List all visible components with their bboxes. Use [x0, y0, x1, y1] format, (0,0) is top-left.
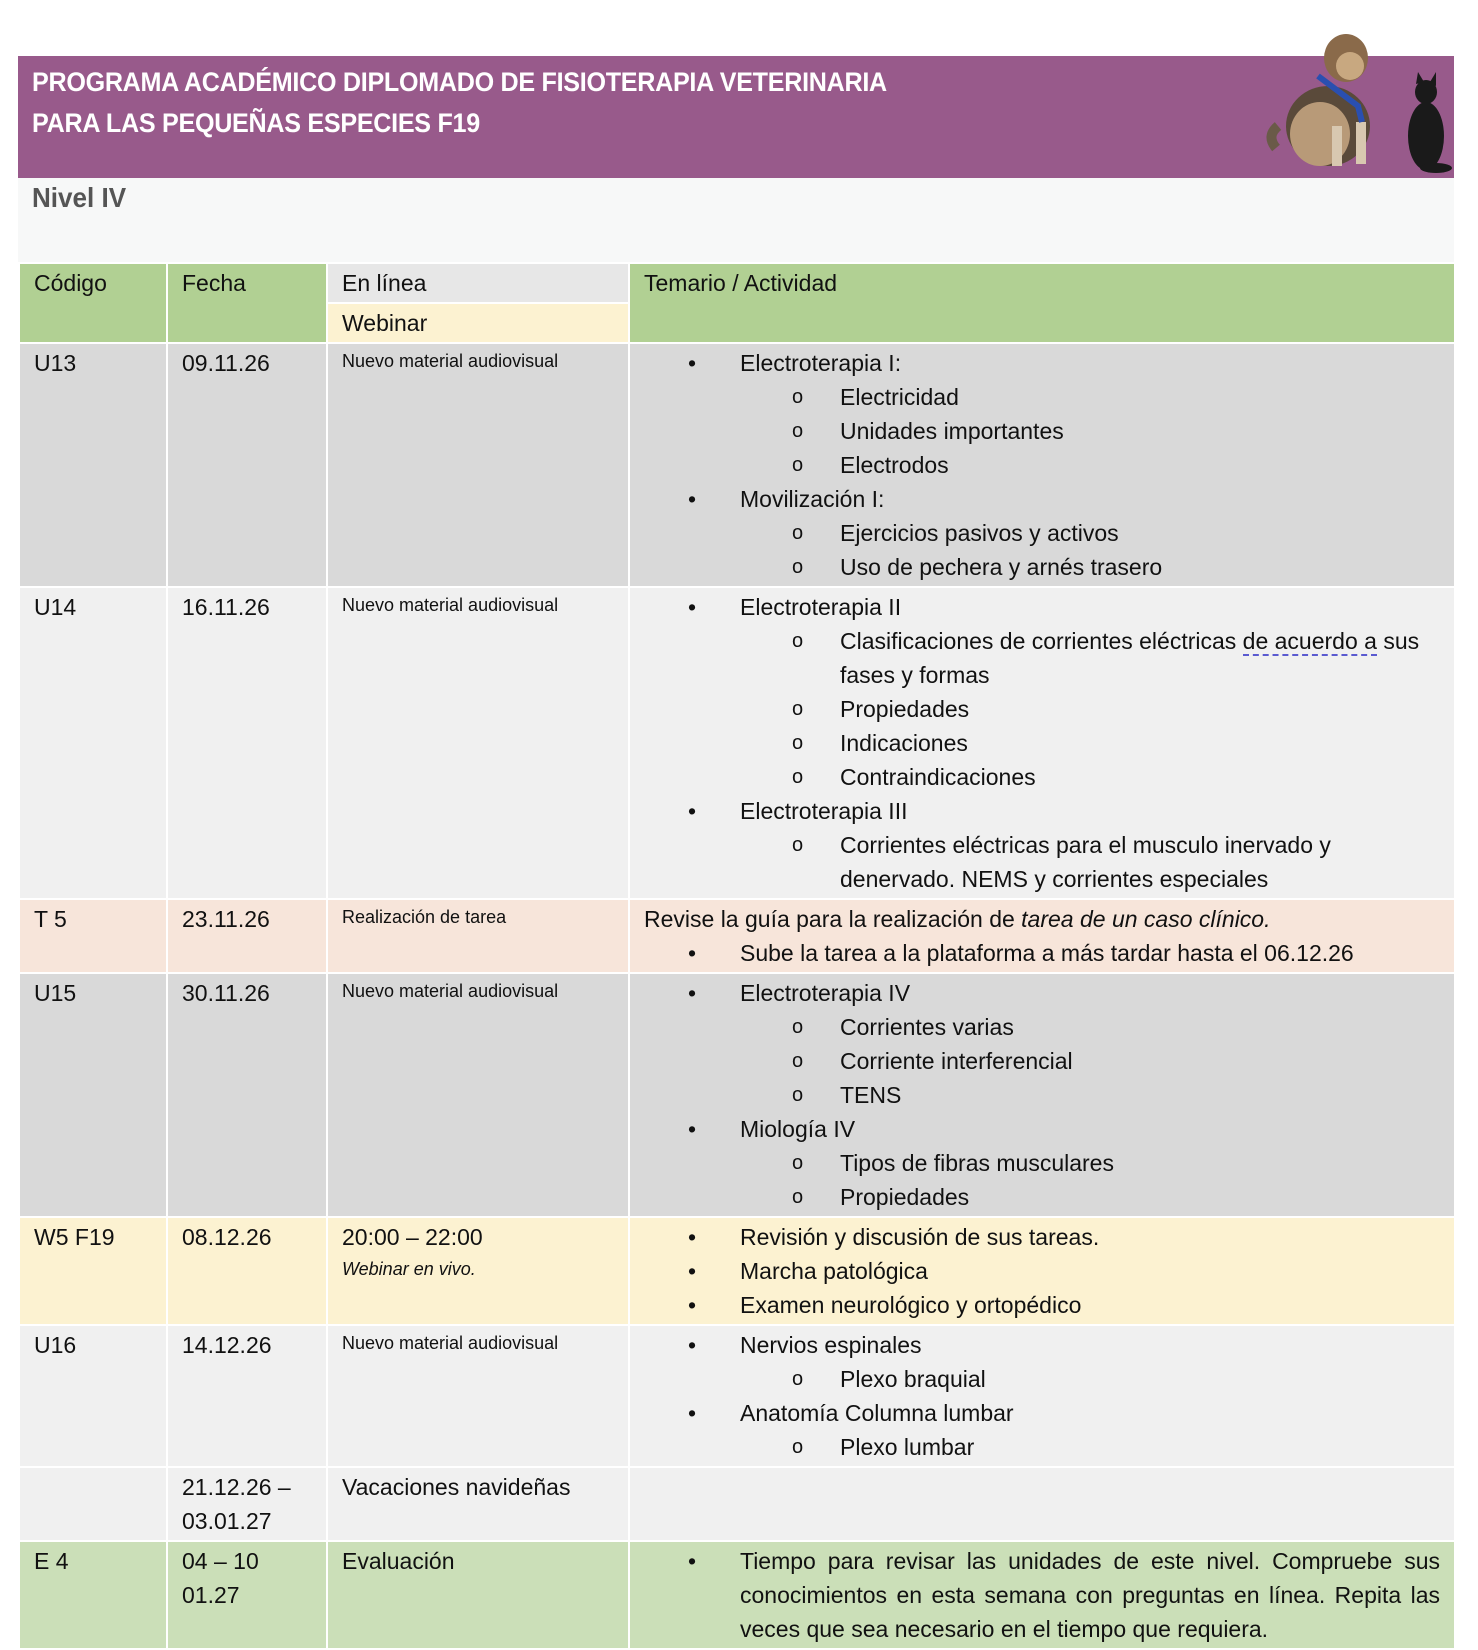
task-intro: Revise la guía para la realización de tarea de un caso clínico.: [644, 906, 1271, 932]
subtopic-item: o Indicaciones: [740, 726, 1440, 760]
level-title: Nivel IV: [32, 182, 127, 213]
cell-mode: [327, 1217, 629, 1325]
subtopic-item: o Tipos de fibras musculares: [740, 1146, 1440, 1180]
cell-code: E 4: [19, 1541, 167, 1649]
cell-code: T 5: [19, 899, 167, 973]
subtopic-item: o Plexo braquial: [740, 1362, 1440, 1396]
cat-shape: [1408, 72, 1452, 173]
cell-topics: [629, 1541, 1455, 1649]
topic-item: • Electroterapia IV o Corrientes varias o Corriente interferencial o TENS: [644, 976, 1440, 1112]
cell-topics: [629, 1217, 1455, 1325]
cell-date: 04 – 10 01.27: [167, 1541, 327, 1649]
table-row: [19, 343, 1455, 587]
subtopic-item: o Corriente interferencial: [740, 1044, 1440, 1078]
header-webinar: Webinar: [327, 303, 629, 343]
cell-date: 16.11.26: [167, 587, 327, 899]
cell-date: 14.12.26: [167, 1325, 327, 1467]
subtopic-item: o Propiedades: [740, 692, 1440, 726]
topic-item: • Miología IV o Tipos de fibras musculares o Propiedades: [644, 1112, 1440, 1214]
cell-code: U16: [19, 1325, 167, 1467]
dog-shape: [1271, 34, 1370, 166]
cell-mode: Vacaciones navideñas: [327, 1467, 629, 1541]
cell-date: 30.11.26: [167, 973, 327, 1217]
program-title-line2: PARA LAS PEQUEÑAS ESPECIES F19: [32, 108, 480, 138]
subtopic-item: o Electricidad: [740, 380, 1440, 414]
subtopic-item: o Clasificaciones de corrientes eléctricas de acuerdo a sus fases y formas: [740, 624, 1440, 692]
subtopic-item: o Plexo lumbar: [740, 1430, 1440, 1464]
topic-item: • Tiempo para revisar las unidades de este nivel. Compruebe sus conocimientos en esta semana con preguntas en línea. Repita las veces que sea necesario en el tiempo que requiera.: [644, 1544, 1440, 1646]
cell-date: 09.11.26: [167, 343, 327, 587]
cell-code: U14: [19, 587, 167, 899]
header-online: En línea: [327, 263, 629, 303]
cell-mode: Nuevo material audiovisual: [327, 973, 629, 1217]
topic-item: • Examen neurológico y ortopédico: [644, 1288, 1440, 1322]
cell-topics: [629, 343, 1455, 587]
topic-item: • Marcha patológica: [644, 1254, 1440, 1288]
program-title: [32, 62, 887, 144]
subtopic-item: o TENS: [740, 1078, 1440, 1112]
cell-topics: [629, 1467, 1455, 1541]
cell-mode: Nuevo material audiovisual: [327, 343, 629, 587]
topic-item: • Revisión y discusión de sus tareas.: [644, 1220, 1440, 1254]
cell-date: 21.12.26 – 03.01.27: [167, 1467, 327, 1541]
table-row: [19, 1541, 1455, 1649]
cell-date: 23.11.26: [167, 899, 327, 973]
table-row: [19, 587, 1455, 899]
cell-code: [19, 1467, 167, 1541]
webinar-label: Webinar en vivo.: [342, 1259, 476, 1279]
cell-date: 08.12.26: [167, 1217, 327, 1325]
cell-topics: [629, 899, 1455, 973]
cell-code: U13: [19, 343, 167, 587]
subtopic-item: o Electrodos: [740, 448, 1440, 482]
cell-mode: Evaluación: [327, 1541, 629, 1649]
cell-topics: [629, 587, 1455, 899]
subtopic-item: o Contraindicaciones: [740, 760, 1440, 794]
header-topic: Temario / Actividad: [629, 263, 1455, 343]
subtopic-item: o Propiedades: [740, 1180, 1440, 1214]
table-row: [19, 1325, 1455, 1467]
table-row: [19, 1467, 1455, 1541]
cell-code: U15: [19, 973, 167, 1217]
topic-item: • Nervios espinales o Plexo braquial: [644, 1328, 1440, 1396]
schedule-table: [18, 262, 1456, 1650]
topic-item: • Electroterapia I: o Electricidad o Unidades importantes o Electrodos: [644, 346, 1440, 482]
cell-topics: [629, 973, 1455, 1217]
dog-and-cat-image: [1258, 26, 1454, 176]
topic-item: • Electroterapia III o Corrientes eléctricas para el musculo inervado y denervado. NEMS y corrientes especiales: [644, 794, 1440, 896]
level-section: [18, 178, 1454, 262]
topic-item: • Sube la tarea a la plataforma a más tardar hasta el 06.12.26: [644, 936, 1440, 970]
cell-topics: [629, 1325, 1455, 1467]
table-row: [19, 899, 1455, 973]
subtopic-item: o Unidades importantes: [740, 414, 1440, 448]
subtopic-item: o Corrientes varias: [740, 1010, 1440, 1044]
document-header: [18, 56, 1454, 178]
cell-code: W5 F19: [19, 1217, 167, 1325]
cell-mode: Nuevo material audiovisual: [327, 1325, 629, 1467]
header-date: Fecha: [167, 263, 327, 343]
topic-item: • Electroterapia II o Clasificaciones de corrientes eléctricas de acuerdo a sus fases y formas o Propiedades o Indicaciones o Contraindicaciones: [644, 590, 1440, 794]
cell-mode: Nuevo material audiovisual: [327, 587, 629, 899]
spellcheck-underline: de acuerdo a: [1242, 628, 1377, 654]
subtopic-item: o Uso de pechera y arnés trasero: [740, 550, 1440, 584]
subtopic-item: o Ejercicios pasivos y activos: [740, 516, 1440, 550]
subtopic-item: o Corrientes eléctricas para el musculo inervado y denervado. NEMS y corrientes especiales: [740, 828, 1440, 896]
topic-item: • Anatomía Columna lumbar o Plexo lumbar: [644, 1396, 1440, 1464]
program-title-line1: PROGRAMA ACADÉMICO DIPLOMADO DE FISIOTERAPIA VETERINARIA: [32, 67, 887, 97]
header-code: Código: [19, 263, 167, 343]
table-row: [19, 973, 1455, 1217]
topic-item: • Movilización I: o Ejercicios pasivos y activos o Uso de pechera y arnés trasero: [644, 482, 1440, 584]
webinar-time: 20:00 – 22:00: [342, 1224, 483, 1250]
cell-mode: Realización de tarea: [327, 899, 629, 973]
table-row: [19, 1217, 1455, 1325]
